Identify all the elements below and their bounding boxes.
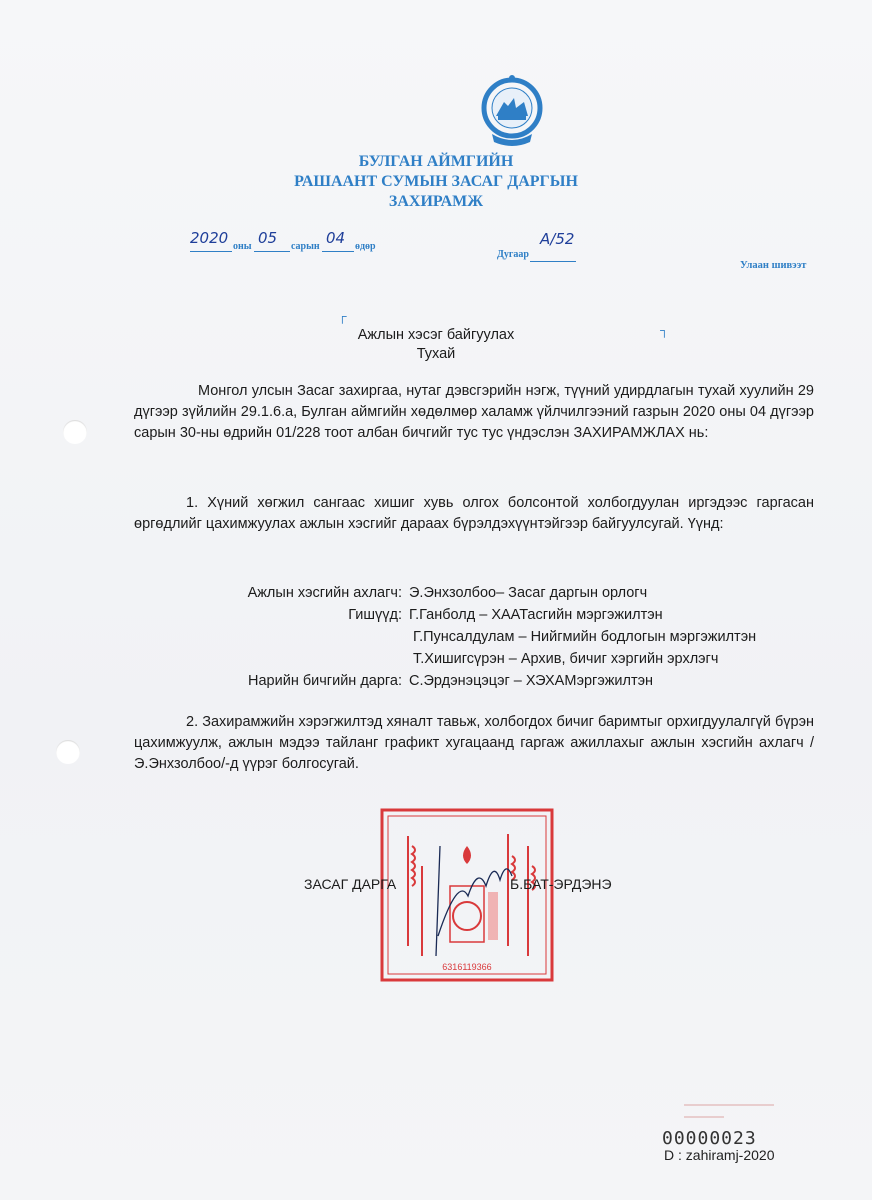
underline xyxy=(190,251,232,252)
document-id: D : zahiramj-2020 xyxy=(664,1147,775,1163)
place: Улаан шивээт xyxy=(740,260,807,271)
preamble xyxy=(134,381,814,444)
underline xyxy=(530,261,576,262)
official-stamp-icon xyxy=(378,806,556,984)
item-1-text: 1. Хүний хөгжил сангаас хишиг хувь олгох болсонтой холбогдуулан иргэдээс гаргасан өргөдлийг цахимжуулах ажлын хэсгийг дараах бүрэлдэхүүнтэйгээр байгуулсугай. Үүнд: xyxy=(134,495,814,532)
item-1 xyxy=(134,493,814,535)
serial-number: 00000023 xyxy=(662,1128,757,1149)
title-line-2: Тухай xyxy=(416,346,456,362)
bracket-left-icon: ┌ xyxy=(338,309,347,323)
member-label: Ажлын хэсгийн ахлагч: xyxy=(247,585,402,601)
number-label: Дугаар xyxy=(497,249,529,260)
punch-hole xyxy=(56,740,80,764)
document-number: A/52 xyxy=(540,230,575,248)
month-label: сарын xyxy=(291,241,320,252)
state-emblem-icon xyxy=(470,72,554,152)
bracket-right-icon: ┐ xyxy=(660,323,669,337)
signatory-name: Б.БАТ-ЭРДЭНЭ xyxy=(510,876,612,892)
member-label: Гишүүд: xyxy=(348,607,402,623)
header-line-1: БУЛГАН АЙМГИЙН xyxy=(358,153,514,170)
item-2-text: 2. Захирамжийн хэрэгжилтэд хяналт тавьж, холбогдох бичиг баримтыг орхигдуулалгүй бүрэн цахимжуулж, ажлын мэдээ тайланг графикт хугацаанд гаргаж ажиллахыг ажлын хэсгийн ахлагч /Э.Энхзолбоо/-д үүрэг болгосугай. xyxy=(134,714,814,772)
date-day: 04 xyxy=(326,229,346,247)
preamble-text: Монгол улсын Засаг захиргаа, нутаг дэвсгэрийн нэгж, түүний удирдлагын тухай хуулийн 29 дүгээр зүйлийн 29.1.6.а, Булган аймгийн хөдөлмөр халамж үйлчилгээний газрын 2020 оны 04 дүгээр сарын 30-ны өдрийн 01/228 тоот албан бичгийг тус тус үндэслэн ЗАХИРАМЖЛАХ нь: xyxy=(134,383,814,441)
date-month: 05 xyxy=(258,229,278,247)
stamp-number: 6316119366 xyxy=(442,962,492,972)
day-label: өдөр xyxy=(355,241,376,252)
year-label: оны xyxy=(233,241,252,252)
member-value: Э.Энхзолбоо– Засаг даргын орлогч xyxy=(409,585,648,601)
signatory-position: ЗАСАГ ДАРГА xyxy=(304,876,397,892)
signature-scribble xyxy=(436,846,512,956)
member-value: Г.Ганболд – ХААТасгийн мэргэжилтэн xyxy=(409,607,663,623)
header-line-2: РАШААНТ СУМЫН ЗАСАГ ДАРГЫН xyxy=(294,173,578,190)
member-value: Т.Хишигсүрэн – Архив, бичиг хэргийн эрхлэгч xyxy=(413,651,719,667)
member-value: Г.Пунсалдулам – Нийгмийн бодлогын мэргэжилтэн xyxy=(413,629,757,645)
punch-hole xyxy=(63,420,87,444)
underline xyxy=(322,251,354,252)
member-label: Нарийн бичгийн дарга: xyxy=(248,673,402,689)
title-line-1: Ажлын хэсэг байгуулах xyxy=(357,327,515,343)
member-value: С.Эрдэнэцэцэг – ХЭХАМэргэжилтэн xyxy=(409,673,654,689)
date-year: 2020 xyxy=(190,229,229,247)
header-line-3: ЗАХИРАМЖ xyxy=(388,193,484,210)
item-2 xyxy=(134,712,814,775)
faint-stamp-residue xyxy=(684,1094,774,1118)
underline xyxy=(254,251,290,252)
